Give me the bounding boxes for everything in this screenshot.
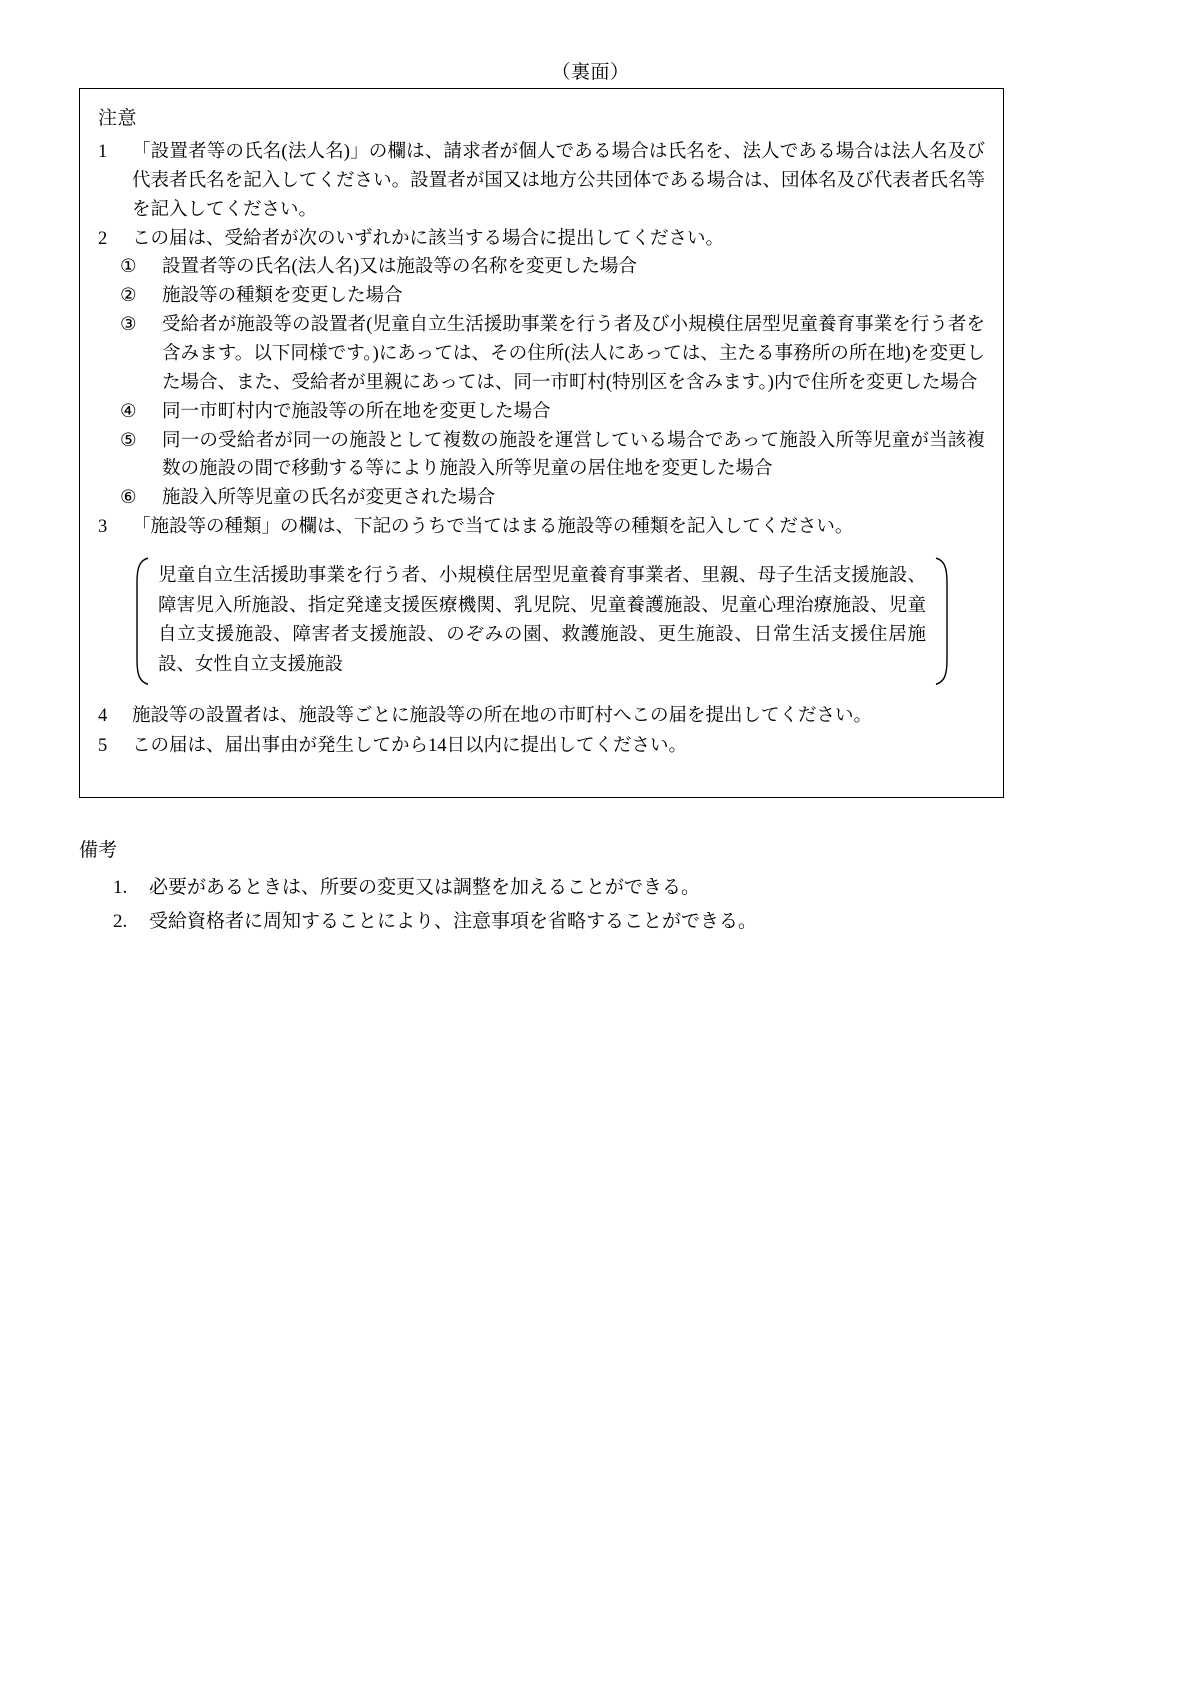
notice-item-1 [98, 138, 985, 225]
right-brace-icon [934, 556, 952, 686]
notice-item-1-number: 1 [98, 142, 108, 162]
notice-subitem-4 [98, 398, 985, 427]
reverse-side-label: （裏面） [551, 62, 630, 83]
notice-item-3-text: 「施設等の種類」の欄は、下記のうちで当てはまる施設等の種類を記入してください。 [132, 517, 854, 538]
notice-subitem-5-text: 同一の受給者が同一の施設として複数の施設を運営している場合であって施設入所等児童が当該複数の施設の間で移動する等により施設入所等児童の居住地を変更した場合 [162, 430, 985, 480]
notice-item-4 [98, 702, 985, 732]
notice-subitem-6-number: ⑥ [120, 488, 137, 509]
notice-subitem-1-text: 設置者等の氏名(法人名)又は施設等の名称を変更した場合 [162, 257, 637, 278]
notice-subitem-4-number: ④ [120, 401, 137, 422]
notice-box [79, 88, 1004, 798]
notice-subitem-3-text: 受給者が施設等の設置者(児童自立生活援助事業を行う者及び小規模住居型児童養育事業を行う者を含みます。以下同様です。)にあっては、その住所(法人にあっては、主たる事務所の所在地)を変更した場合、また、受給者が里親にあっては、同一市町村(特別区を含みます。)内で住所を変更した場合 [162, 315, 985, 393]
notice-subitem-6-text: 施設入所等児童の氏名が変更された場合 [162, 488, 496, 509]
notice-subitem-3-number: ③ [120, 315, 137, 336]
notice-subitem-5-number: ⑤ [120, 430, 137, 451]
notice-item-4-text: 施設等の設置者は、施設等ごとに施設等の所在地の市町村へこの届を提出してください。 [132, 706, 873, 727]
remarks-item-1-text: 必要があるときは、所要の変更又は調整を加えることができる。 [149, 877, 701, 899]
notice-item-5-number: 5 [98, 736, 108, 756]
notice-item-4-number: 4 [98, 706, 108, 727]
notice-item-5-text: この届は、届出事由が発生してから14日以内に提出してください。 [132, 736, 688, 756]
notice-subitem-3 [98, 311, 985, 398]
notice-subitem-6 [98, 484, 985, 513]
remarks-item-2 [79, 905, 1004, 938]
remarks-item-1 [79, 871, 1004, 904]
notice-tail-list [98, 702, 985, 761]
notice-subitem-2-text: 施設等の種類を変更した場合 [162, 286, 403, 307]
notice-subitem-5 [98, 427, 985, 485]
notice-subitem-1 [98, 253, 985, 282]
notice-subitem-2-number: ② [120, 286, 137, 307]
left-brace-icon [132, 556, 150, 686]
notice-item-1-text: 「設置者等の氏名(法人名)」の欄は、請求者が個人である場合は氏名を、法人である場合は法人名及び代表者氏名を記入してください。設置者が国又は地方公共団体である場合は、団体名及び代表者氏名等を記入してください。 [132, 142, 985, 220]
notice-item-5 [98, 732, 985, 762]
notice-subitem-1-number: ① [120, 257, 137, 278]
remarks-item-1-number: 1. [113, 877, 128, 899]
remarks-item-2-number: 2. [113, 910, 128, 932]
notice-item-2-number: 2 [98, 228, 108, 249]
notice-subitem-2 [98, 282, 985, 311]
notice-item-3 [98, 513, 985, 542]
remarks-section [79, 834, 1004, 938]
notice-title: 注意 [98, 108, 138, 129]
facility-types-block [132, 556, 952, 686]
notice-subitem-4-text: 同一市町村内で施設等の所在地を変更した場合 [162, 401, 551, 422]
notice-item-3-number: 3 [98, 517, 108, 538]
notice-list [98, 138, 985, 762]
notice-item-2 [98, 225, 985, 254]
notice-item-2-text: この届は、受給者が次のいずれかに該当する場合に提出してください。 [132, 228, 725, 249]
remarks-title: 備考 [79, 840, 118, 861]
remarks-item-2-text: 受給資格者に周知することにより、注意事項を省略することができる。 [149, 910, 758, 932]
facility-types-text: 児童自立生活援助事業を行う者、小規模住居型児童養育事業者、里親、母子生活支援施設、障害児入所施設、指定発達支援医療機関、乳児院、児童養護施設、児童心理治療施設、児童自立支援施設、障害者支援施設、のぞみの園、救護施設、更生施設、日常生活支援住居施設、女性自立支援施設 [158, 566, 926, 675]
